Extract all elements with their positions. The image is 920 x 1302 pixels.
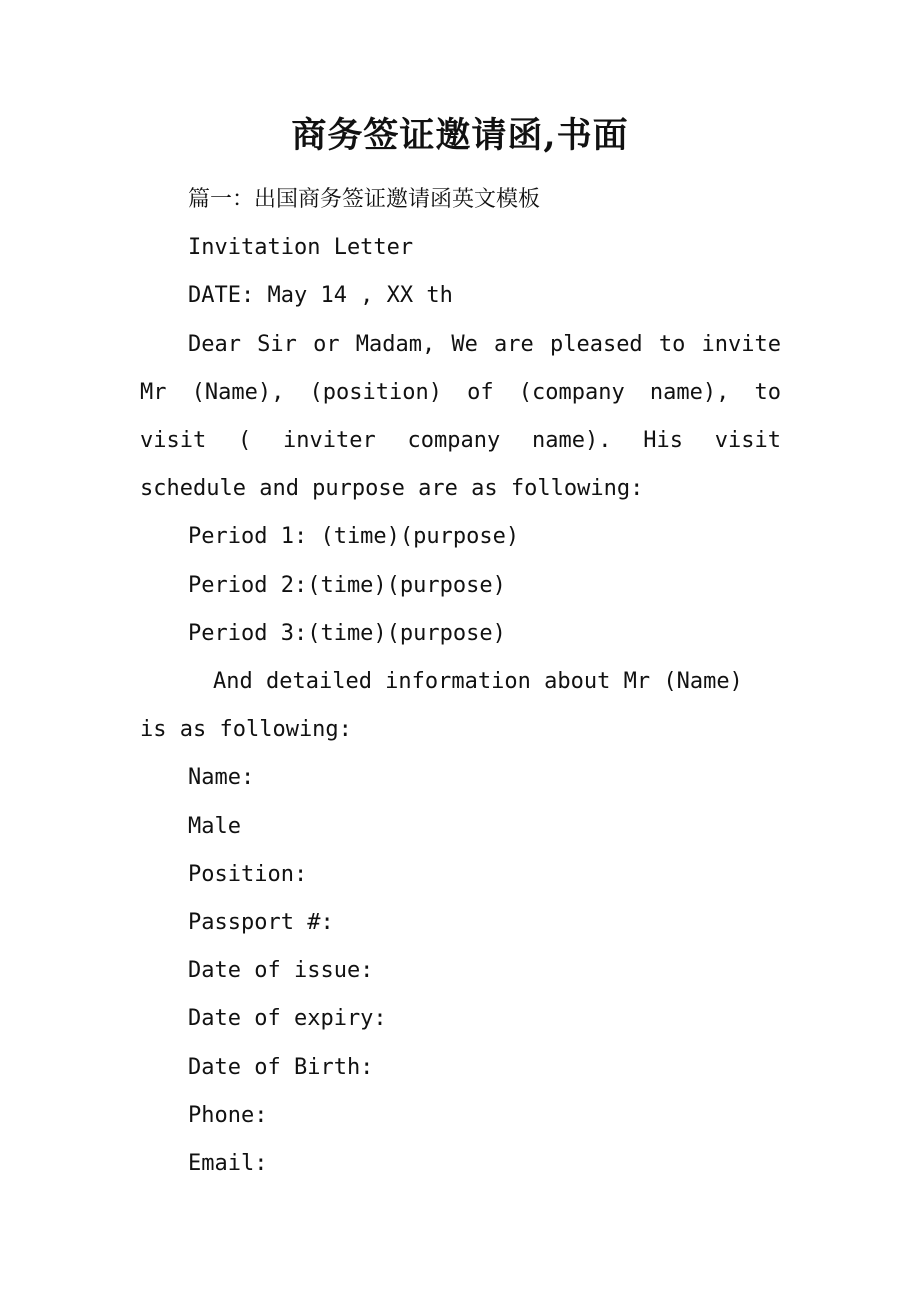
field-email-label: Email: [188, 1151, 268, 1177]
field-gender-value: Male [188, 813, 241, 839]
schedule-period-2: Period 2:(time)(purpose) [188, 572, 506, 598]
field-phone-label: Phone: [188, 1102, 268, 1128]
document-title: 商务签证邀请函,书面 [291, 115, 629, 156]
intro-paragraph: Dear Sir or Madam, We are pleased to invite Mr (Name), (position) of (company name), to visit ( inviter company name). His visit schedule and purpose are as following: [140, 331, 781, 502]
section-heading: 篇一：出国商务签证邀请函英文模板 [188, 187, 541, 212]
details-intro-paragraph: And detailed information about Mr (Name) is as following: [140, 669, 743, 743]
letter-heading: Invitation Letter [188, 235, 414, 261]
schedule-period-1: Period 1: (time)(purpose) [188, 524, 520, 550]
field-birth-date-label: Date of Birth: [188, 1054, 374, 1080]
field-issue-date-label: Date of issue: [188, 958, 374, 984]
document-body [140, 176, 781, 1188]
field-expiry-date-label: Date of expiry: [188, 1006, 387, 1032]
date-line: DATE: May 14 , XX th [188, 283, 453, 309]
field-name-label: Name: [188, 765, 255, 791]
field-passport-label: Passport #: [188, 910, 334, 936]
field-position-label: Position: [188, 861, 308, 887]
schedule-period-3: Period 3:(time)(purpose) [188, 620, 506, 646]
